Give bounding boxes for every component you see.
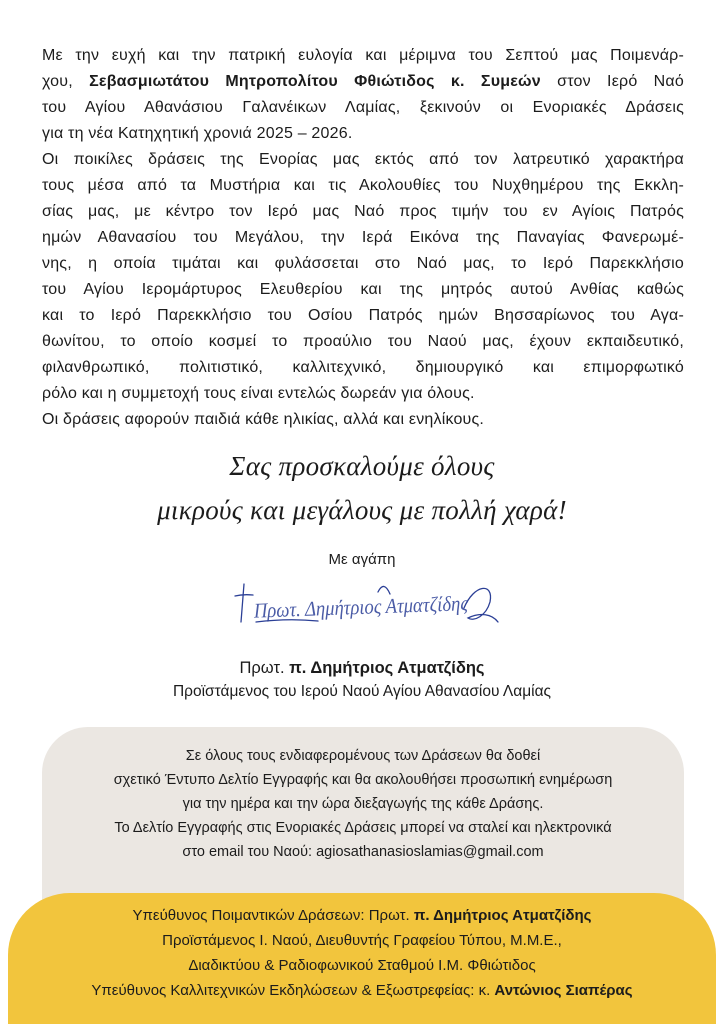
intro-paragraphs: [42, 43, 684, 433]
signature-stroke: [378, 586, 390, 594]
notice-line: σχετικό Έντυπο Δελτίο Εγγραφής και θα ακολουθήσει προσωπική ενημέρωση: [113, 772, 613, 788]
priest-name-line: [0, 656, 724, 680]
notice-line: για την ημέρα και την ώρα διεξαγωγής της κάθε Δράσης.: [182, 796, 544, 812]
footer-person: Αντώνιος Σιαπέρας: [494, 982, 633, 999]
intro-text: στον Ιερό Ναό: [540, 73, 684, 90]
signature-cross-vertical: [241, 584, 244, 622]
intro-line: και το Ιερό Παρεκκλήσιο του Οσίου Πατρός ημών Βησσαρίωνος του Αγα-: [42, 307, 684, 324]
intro-line: Οι δράσεις αφορούν παιδιά κάθε ηλικίας, αλλά και ενηλίκους.: [42, 411, 485, 428]
notice-line: Σε όλους τους ενδιαφερομένους των Δράσεων θα δοθεί: [185, 748, 541, 764]
signature-cross-horizontal: [235, 595, 253, 596]
intro-text: χου,: [42, 73, 90, 90]
responsibles-footer: [8, 893, 716, 1024]
intro-line: για τη νέα Κατηχητική χρονιά 2025 – 2026.: [42, 125, 353, 142]
intro-line: ημών Αθανασίου του Μεγάλου, την Ιερά Εικόνα της Παναγίας Φανερωμέ-: [42, 229, 684, 246]
intro-line: τους μέσα από τα Μυστήρια και τις Ακολουθίες του Νυχθημέρου της Εκκλη-: [42, 177, 684, 194]
intro-line: σίας μας, με κέντρο τον Ιερό μας Ναό προς τιμήν του εν Αγίοις Πατρός: [42, 203, 684, 220]
intro-line: του Αγίου Αθανάσιου Γαλανέικων Λαμίας, ξεκινούν οι Ενοριακές Δράσεις: [42, 99, 684, 116]
metropolitan-name: Σεβασμιωτάτου Μητροπολίτου Φθιώτιδος κ. Συμεών: [89, 73, 541, 90]
notice-line: Το Δελτίο Εγγραφής στις Ενοριακές Δράσεις μπορεί να σταλεί και ηλεκτρονικά: [114, 820, 612, 836]
footer-text: [8, 903, 716, 1003]
intro-line: του Αγίου Ιερομάρτυρος Ελευθερίου και της μητρός αυτού Ανθίας καθώς: [42, 281, 684, 298]
footer-line-arts: [8, 978, 716, 1003]
intro-line: Με την ευχή και την πατρική ευλογία και μέριμνα του Σεπτού μας Ποιμενάρ-: [42, 47, 684, 64]
signature-image: [228, 572, 500, 644]
intro-line: ρόλο και η συμμετοχή τους είναι εντελώς δωρεάν για όλους.: [42, 385, 475, 402]
signature-text: Πρωτ. Δημήτριος Ατματζίδης: [253, 590, 496, 623]
footer-role: Υπεύθυνος Καλλιτεχνικών Εκδηλώσεων & Εξωστρεφείας: κ.: [91, 982, 495, 999]
intro-line: Οι ποικίλες δράσεις της Ενορίας μας εκτός από τον λατρευτικό χαρακτήρα: [42, 151, 684, 168]
intro-line: νης, η οποία τιμάται και φυλάσσεται στο Ναό μας, το Ιερό Παρεκκλήσιο: [42, 255, 684, 272]
priest-name: π. Δημήτριος Ατματζίδης: [289, 659, 485, 677]
email-prefix: στο email του Ναού:: [182, 844, 317, 860]
footer-line-roles: Προϊστάμενος Ι. Ναού, Διευθυντής Γραφείου Τύπου, Μ.Μ.Ε.,: [162, 932, 562, 949]
intro-line: θωνίτου, το οποίο κοσμεί το προαύλιο του Ναού μας, έχουν εκπαιδευτικό,: [42, 333, 684, 350]
email-address: agiosathanasioslamias@gmail.com: [316, 844, 544, 860]
notice-text: [42, 744, 684, 864]
footer-role: Υπεύθυνος Ποιμαντικών Δράσεων: Πρωτ.: [132, 907, 414, 924]
priest-title: Προϊστάμενος του Ιερού Ναού Αγίου Αθανασίου Λαμίας: [172, 683, 552, 700]
signature-flourish: [464, 588, 498, 622]
intro-line: [42, 69, 684, 95]
footer-line-roles: Διαδικτύου & Ραδιοφωνικού Σταθμού Ι.Μ. Φθιώτιδος: [188, 957, 536, 974]
intro-line: φιλανθρωπικό, πολιτιστικό, καλλιτεχνικό, δημιουργικό και επιμορφωτικό: [42, 359, 684, 376]
footer-line-pastoral: [8, 903, 716, 928]
notice-email-line: [42, 840, 684, 864]
footer-person: π. Δημήτριος Ατματζίδης: [413, 907, 592, 924]
regards-text: Με αγάπη: [328, 551, 396, 568]
invitation-line-2: μικρούς και μεγάλους με πολλή χαρά!: [157, 495, 567, 525]
invitation-line-1: Σας προσκαλούμε όλους: [229, 451, 495, 481]
priest-prefix: Πρωτ.: [239, 659, 290, 677]
